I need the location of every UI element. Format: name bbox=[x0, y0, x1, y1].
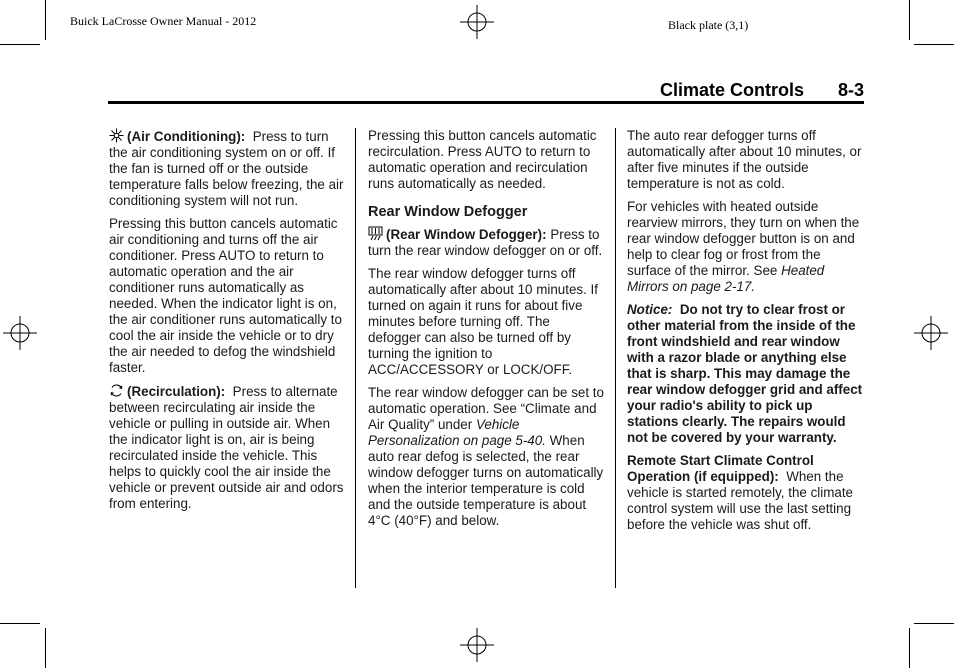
defogger-auto-text-b: When auto rear defog is selected, the rear window defogger turns on automatically when the interior temperature is cold and the outside temperature is about 4°C (40°F) and below. bbox=[368, 433, 604, 528]
plate-label: Black plate (3,1) bbox=[668, 18, 749, 32]
recirculation-paragraph bbox=[109, 383, 344, 512]
column-divider bbox=[615, 128, 616, 588]
header-rule bbox=[108, 101, 864, 104]
ac-paragraph-2: Pressing this button cancels automatic air conditioning and turns off the air conditioner. Press AUTO to return to automatic operation and the air conditioner runs automatically as needed. When the indicator light is on, the air conditioner runs automatically to cool the air inside the vehicle or to dry the air needed to defog the windshield faster. bbox=[109, 216, 342, 375]
column-3 bbox=[627, 128, 867, 540]
defogger-auto-paragraph bbox=[368, 385, 606, 529]
defogger-paragraph bbox=[368, 226, 606, 259]
registration-mark-right bbox=[914, 316, 948, 350]
crop-mark bbox=[45, 628, 46, 668]
remote-start-label: Remote Start Climate Control Operation (if equipped): bbox=[627, 453, 814, 484]
crop-mark bbox=[45, 0, 46, 40]
page-number: 8-3 bbox=[837, 80, 864, 100]
registration-mark-bottom bbox=[460, 628, 494, 662]
remote-start-paragraph bbox=[627, 453, 867, 533]
remote-start-text: When the vehicle is started remotely, the climate control system will use the last setting before the vehicle was shut off. bbox=[627, 469, 853, 532]
crop-mark bbox=[0, 44, 40, 45]
recirculation-text: Press to alternate between recirculating air inside the vehicle or pulling in outside air. When the indicator light is on, air is being recirculated inside the vehicle. This helps to quickly cool the air inside the vehicle or prevent outside air and odors from entering. bbox=[109, 384, 344, 511]
notice-text: Do not try to clear frost or other material from the inside of the front windshield and rear window with a razor blade or anything else that is sharp. This may damage the rear window defogger grid and affect your radio's ability to pick up stations clearly. The repairs would not be covered by your warranty. bbox=[627, 302, 863, 445]
recirculation-icon bbox=[109, 383, 124, 398]
rear-defogger-icon bbox=[368, 226, 383, 241]
ac-text: Press to turn the air conditioning system on or off. If the fan is turned off or the outside temperature falls below freezing, the air conditioning system will not run. bbox=[109, 129, 344, 208]
crop-mark bbox=[909, 0, 910, 40]
column-1 bbox=[109, 128, 344, 519]
ac-paragraph bbox=[109, 128, 344, 209]
heated-mirrors-text: For vehicles with heated outside rearview mirrors, they turn on when the rear window defogger button is on and help to clear fog or frost from the surface of the mirror. See bbox=[627, 199, 860, 278]
registration-mark-left bbox=[3, 316, 37, 350]
defogger-auto-off-paragraph: The rear window defogger turns off automatically after about 10 minutes. If turned on again it runs for about five minutes before turning off. The defogger can also be turned off by turning the ignition to ACC/ACCESSORY or LOCK/OFF. bbox=[368, 266, 598, 377]
heated-mirrors-paragraph bbox=[627, 199, 867, 295]
crop-mark bbox=[914, 623, 954, 624]
column-divider bbox=[355, 128, 356, 588]
crop-mark bbox=[0, 623, 40, 624]
ac-label: (Air Conditioning): bbox=[127, 129, 246, 144]
recirculation-label: (Recirculation): bbox=[127, 384, 226, 399]
registration-mark-top bbox=[460, 5, 494, 39]
snowflake-icon bbox=[109, 128, 124, 143]
auto-defogger-off-paragraph: The auto rear defogger turns off automatically after about 10 minutes, or after five minutes if the outside temperature is not as cold. bbox=[627, 128, 862, 191]
column-2 bbox=[368, 128, 606, 536]
section-title: Climate Controls bbox=[659, 80, 804, 100]
page-header bbox=[660, 80, 864, 101]
defogger-label: (Rear Window Defogger): bbox=[386, 227, 547, 242]
crop-mark bbox=[909, 628, 910, 668]
notice-label: Notice: bbox=[627, 302, 673, 317]
heated-mirrors-ref[interactable]: Heated Mirrors on page 2-17. bbox=[627, 263, 825, 294]
notice-paragraph bbox=[627, 302, 867, 446]
rear-defogger-heading: Rear Window Defogger bbox=[368, 204, 528, 220]
recirc-cancel-paragraph: Pressing this button cancels automatic recirculation. Press AUTO to return to automatic operation and recirculation runs automatically as needed. bbox=[368, 128, 597, 191]
crop-mark bbox=[914, 44, 954, 45]
vehicle-personalization-ref[interactable]: Vehicle Personalization on page 5-40. bbox=[368, 417, 546, 448]
defogger-auto-text-a: The rear window defogger can be set to automatic operation. See “Climate and Air Quality” under bbox=[368, 385, 604, 432]
defogger-text: Press to turn the rear window defogger on or off. bbox=[368, 227, 603, 258]
manual-title: Buick LaCrosse Owner Manual - 2012 bbox=[70, 14, 257, 28]
